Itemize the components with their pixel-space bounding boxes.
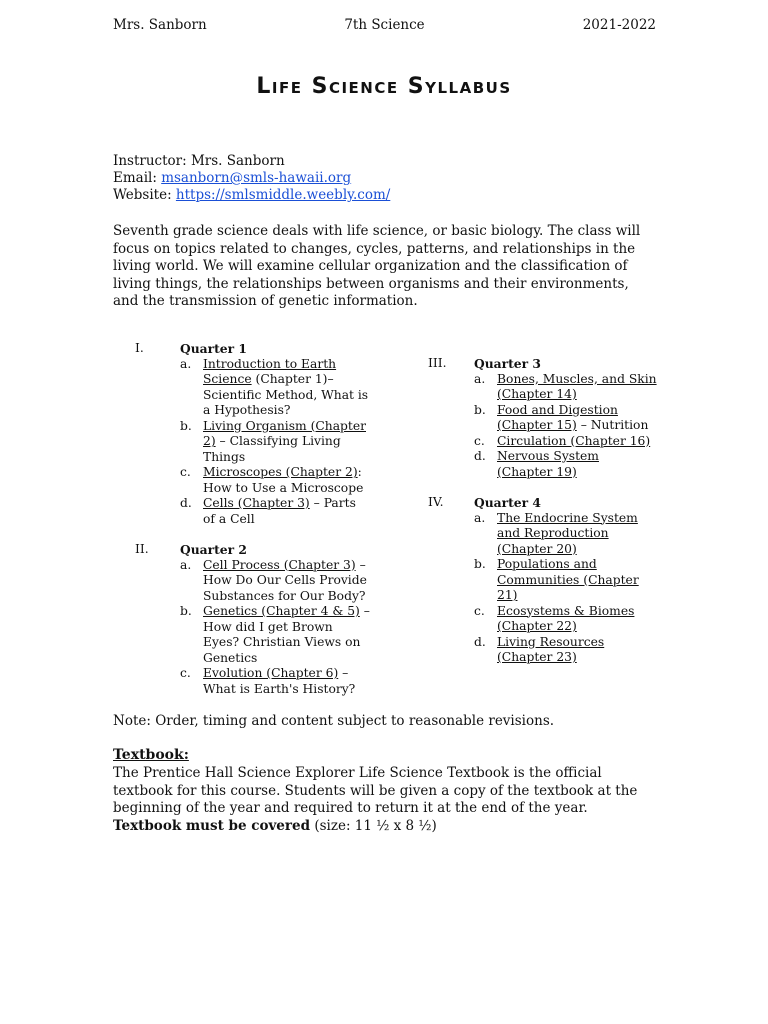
topic-link[interactable]: Ecosystems & Biomes (Chapter 22) — [497, 603, 635, 633]
header-teacher: Mrs. Sanborn — [113, 17, 207, 33]
topic-item — [135, 419, 370, 466]
topic-item — [428, 449, 658, 480]
email-line — [113, 170, 390, 187]
topic-link[interactable]: Food and Digestion (Chapter 15) — [497, 402, 618, 432]
topic-description: – Classifying Living Things — [203, 434, 341, 464]
topic-item — [428, 372, 658, 403]
topic-item — [135, 357, 370, 419]
header-course: 7th Science — [344, 17, 425, 33]
textbook-heading: Textbook: — [113, 747, 189, 763]
topic-letter: b. — [474, 402, 486, 417]
topic-item — [135, 666, 370, 697]
topic-letter: c. — [180, 465, 191, 479]
page-title: Life Science Syllabus — [256, 74, 512, 99]
topic-link[interactable]: Bones, Muscles, and Skin (Chapter 14) — [497, 371, 657, 401]
quarter-numeral: I. — [135, 341, 144, 355]
topic-description: – Nutrition — [576, 418, 649, 432]
topic-letter: d. — [474, 449, 486, 463]
textbook-text: The Prentice Hall Science Explorer Life Science Textbook is the official textbook for this course. Students will be given a copy of the textbook at the beginning of the year and required to return it at the end of the year. — [113, 765, 638, 816]
quarter-3 — [428, 356, 658, 480]
topic-letter: b. — [180, 418, 192, 433]
topic-description: – How did I get Brown Eyes? Christian Views on Genetics — [203, 604, 370, 665]
topic-list — [135, 558, 370, 698]
website-label: Website: — [113, 187, 176, 203]
quarter-numeral: III. — [428, 356, 447, 370]
instructor-line — [113, 153, 390, 170]
topic-description: – Parts of a Cell — [203, 496, 356, 526]
topic-link[interactable]: Circulation (Chapter 16) — [497, 433, 651, 448]
intro-paragraph: Seventh grade science deals with life science, or basic biology. The class will focus on topics related to changes, cycles, patterns, and relationships in the living world. We will examine cellular organization and the classification of living things, the relationships between organisms and their environments, and the transmission of genetic information. — [113, 223, 641, 309]
topic-item — [135, 465, 370, 496]
topic-letter: b. — [180, 604, 192, 618]
topic-item — [135, 558, 370, 605]
page-header — [113, 17, 656, 37]
topic-item — [428, 434, 658, 450]
quarter-numeral: II. — [135, 542, 149, 556]
quarter-2 — [135, 542, 370, 697]
quarter-1 — [135, 341, 370, 527]
instructor-name: Mrs. Sanborn — [190, 153, 285, 169]
topic-item — [428, 557, 658, 604]
topic-list — [428, 511, 658, 666]
topic-description: (Chapter 1)– Scientific Method, What is a Hypothesis? — [203, 372, 369, 417]
quarter-4 — [428, 495, 658, 666]
quarter-title: Quarter 3 — [474, 356, 541, 371]
textbook-cover-requirement: Textbook must be covered — [113, 817, 311, 834]
revision-note: Note: Order, timing and content subject to reasonable revisions. — [113, 713, 555, 729]
topic-letter: c. — [180, 666, 191, 680]
topic-letter: a. — [180, 356, 192, 371]
topic-link[interactable]: Evolution (Chapter 6) — [203, 666, 339, 680]
contact-info — [113, 153, 390, 204]
topic-link[interactable]: Living Organism (Chapter 2) — [203, 418, 366, 448]
topic-list — [135, 357, 370, 528]
topic-link[interactable]: Genetics (Chapter 4 & 5) — [203, 604, 360, 618]
header-year: 2021-2022 — [582, 17, 656, 33]
quarter-title: Quarter 4 — [474, 495, 541, 510]
topic-description: – What is Earth's History? — [203, 666, 356, 696]
topic-letter: c. — [474, 603, 485, 618]
topic-link[interactable]: Introduction to Earth Science — [203, 356, 337, 386]
website-link[interactable]: https://smlsmiddle.weebly.com/ — [175, 187, 391, 203]
email-label: Email: — [113, 170, 162, 186]
topic-item — [428, 604, 658, 635]
quarter-numeral: IV. — [428, 495, 444, 509]
topic-link[interactable]: Microscopes (Chapter 2) — [203, 465, 358, 479]
topic-link[interactable]: Populations and Communities (Chapter 21) — [497, 557, 639, 602]
topic-letter: d. — [180, 496, 192, 510]
topic-link[interactable]: Cell Process (Chapter 3) — [203, 557, 356, 572]
textbook-size: (size: 11 ½ x 8 ½) — [310, 817, 437, 834]
instructor-label: Instructor: — [113, 153, 191, 169]
quarter-title: Quarter 1 — [180, 341, 247, 356]
topic-item — [135, 604, 370, 666]
topic-letter: b. — [474, 557, 486, 571]
textbook-paragraph — [113, 765, 658, 835]
syllabus-right-column — [428, 356, 658, 681]
topic-letter: d. — [474, 634, 486, 649]
topic-letter: c. — [474, 433, 485, 448]
quarter-title: Quarter 2 — [180, 542, 247, 557]
syllabus-left-column — [135, 341, 370, 712]
topic-link[interactable]: Cells (Chapter 3) — [203, 496, 310, 510]
topic-description: : How to Use a Microscope — [203, 465, 364, 495]
topic-letter: a. — [180, 557, 192, 572]
topic-item — [135, 496, 370, 527]
topic-item — [428, 635, 658, 666]
topic-link[interactable]: The Endocrine System and Reproduction (Chapter 20) — [497, 510, 638, 556]
email-link[interactable]: msanborn@smls-hawaii.org — [161, 170, 352, 186]
topic-link[interactable]: Living Resources (Chapter 23) — [497, 634, 605, 664]
topic-item — [428, 403, 658, 434]
topic-letter: a. — [474, 510, 486, 525]
topic-letter: a. — [474, 371, 486, 386]
topic-list — [428, 372, 658, 481]
topic-link[interactable]: Nervous System (Chapter 19) — [497, 449, 599, 479]
topic-item — [428, 511, 658, 558]
website-line — [113, 187, 390, 204]
topic-description: – How Do Our Cells Provide Substances for Our Body? — [203, 557, 367, 603]
